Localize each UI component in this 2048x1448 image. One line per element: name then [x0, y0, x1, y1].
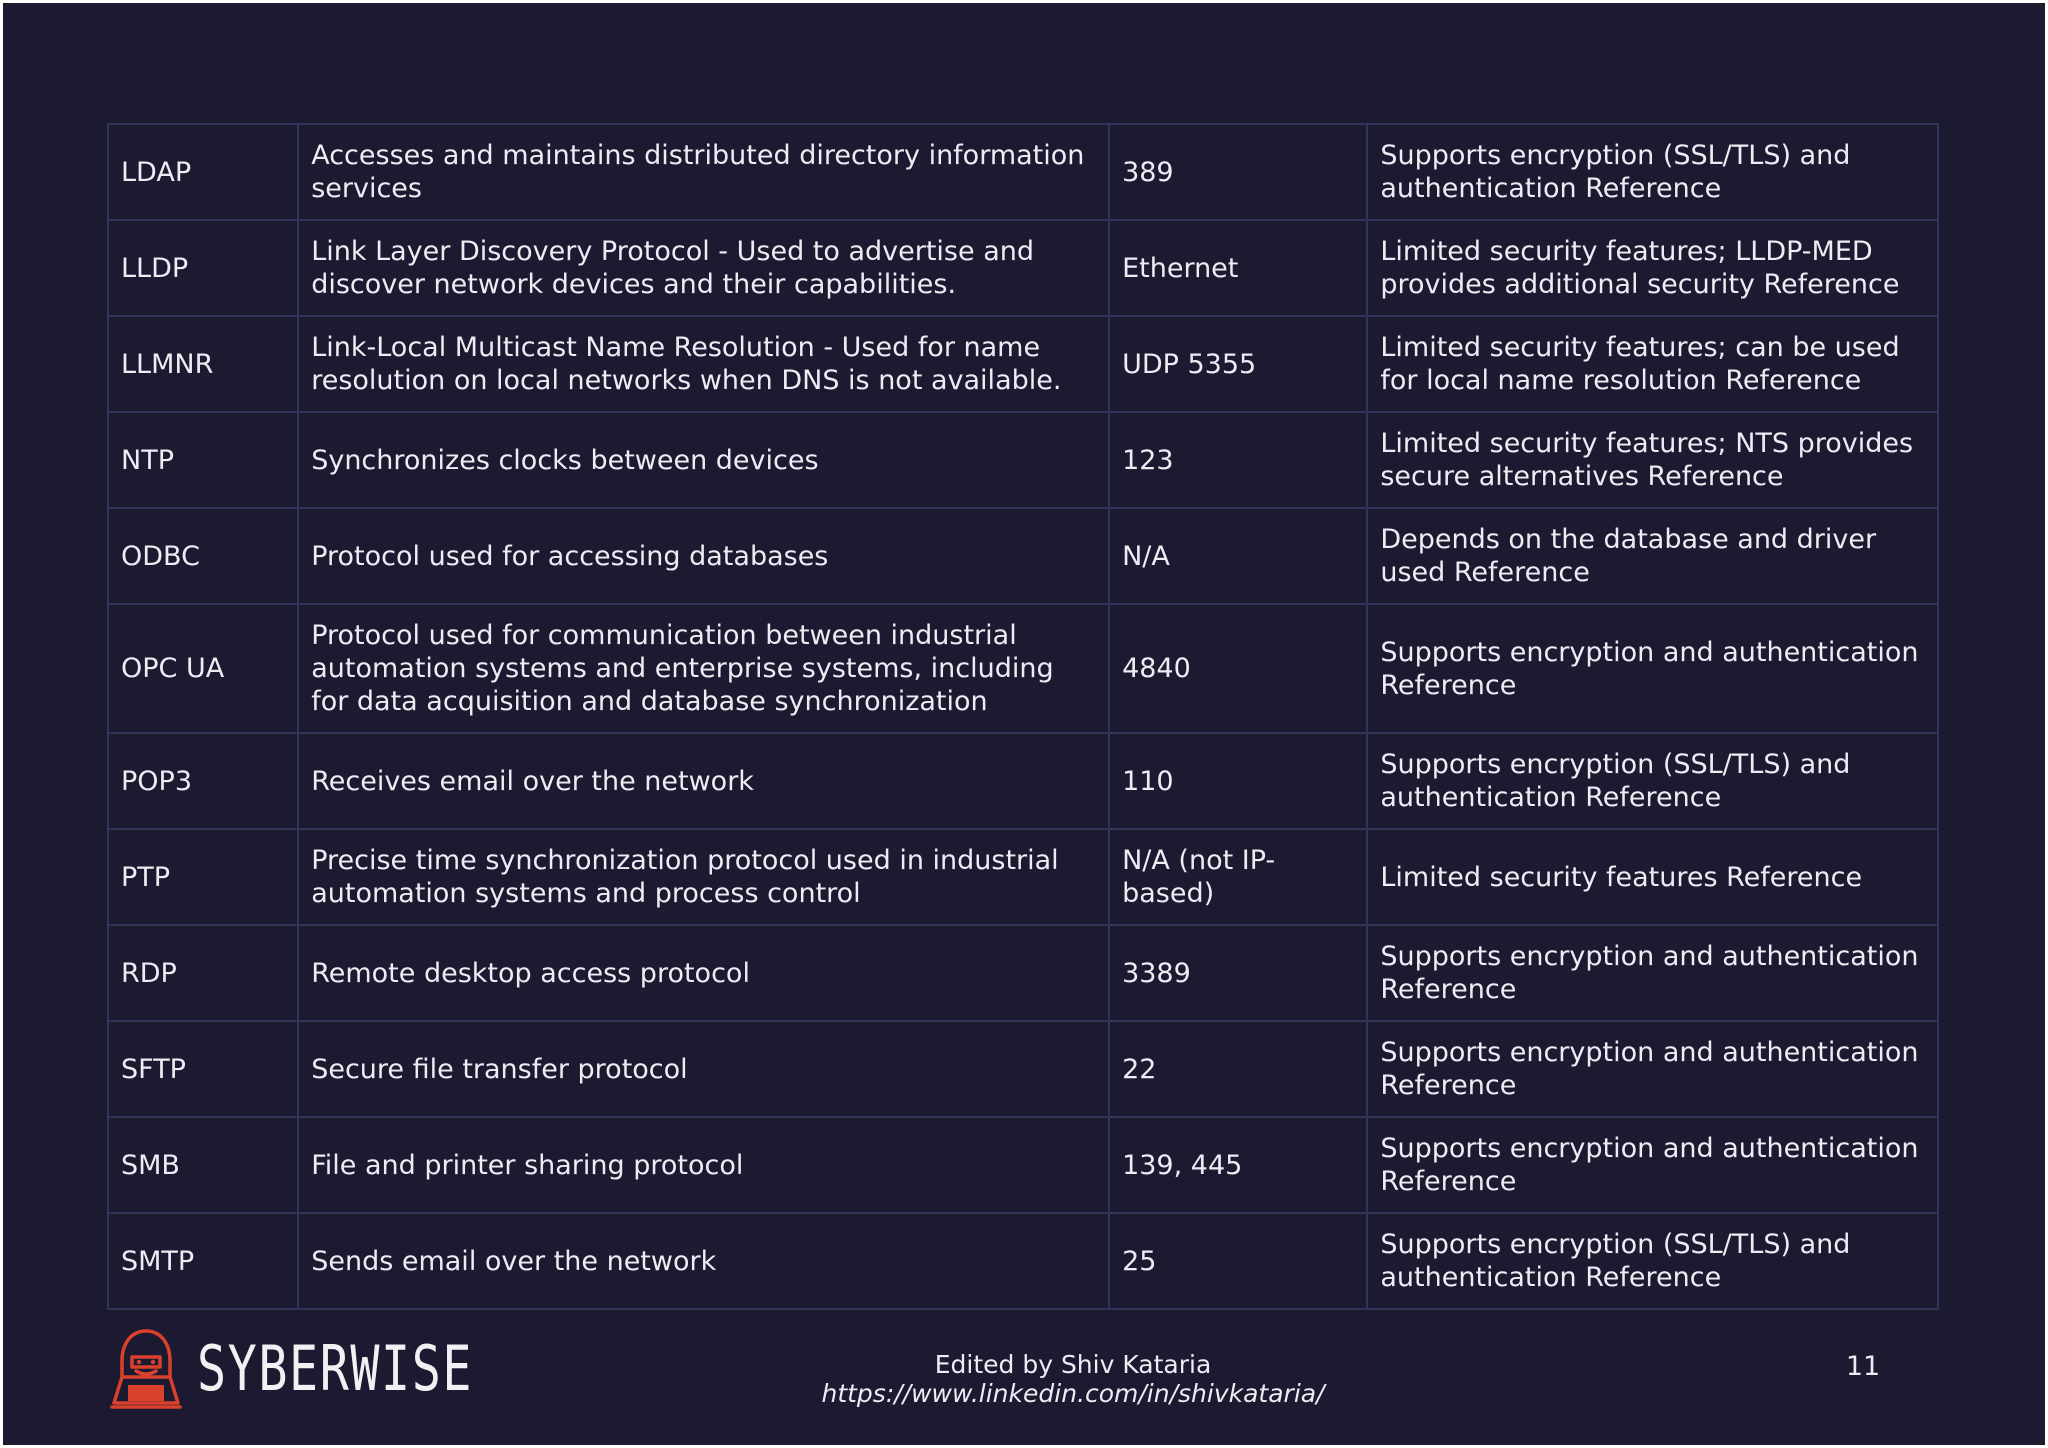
protocol-description-cell: Link Layer Discovery Protocol - Used to advertise and discover network devices and their capabilities.	[298, 220, 1109, 316]
protocol-security-cell: Supports encryption (SSL/TLS) and authentication Reference	[1367, 733, 1938, 829]
protocol-port-cell: 22	[1109, 1021, 1367, 1117]
protocol-description-cell: Protocol used for communication between industrial automation systems and enterprise systems, including for data acquisition and database synchronization	[298, 604, 1109, 733]
table-row	[108, 412, 1938, 508]
protocol-port-cell: 123	[1109, 412, 1367, 508]
protocol-security-cell: Supports encryption and authentication Reference	[1367, 1021, 1938, 1117]
protocol-description-cell: Link-Local Multicast Name Resolution - Used for name resolution on local networks when DNS is not available.	[298, 316, 1109, 412]
protocol-name-cell: LLDP	[108, 220, 298, 316]
protocol-port-cell: 3389	[1109, 925, 1367, 1021]
protocol-name-cell: SMTP	[108, 1213, 298, 1309]
protocol-security-cell: Supports encryption and authentication Reference	[1367, 925, 1938, 1021]
protocol-description-cell: Accesses and maintains distributed directory information services	[298, 124, 1109, 220]
protocol-port-cell: 25	[1109, 1213, 1367, 1309]
protocol-name-cell: LDAP	[108, 124, 298, 220]
protocol-name-cell: RDP	[108, 925, 298, 1021]
protocol-port-cell: UDP 5355	[1109, 316, 1367, 412]
protocol-description-cell: Synchronizes clocks between devices	[298, 412, 1109, 508]
table-row	[108, 124, 1938, 220]
protocol-name-cell: PTP	[108, 829, 298, 925]
table-row	[108, 829, 1938, 925]
protocol-name-cell: OPC UA	[108, 604, 298, 733]
protocol-port-cell: N/A	[1109, 508, 1367, 604]
hooded-hacker-laptop-icon	[110, 1327, 182, 1411]
table-row	[108, 220, 1938, 316]
protocol-description-cell: Remote desktop access protocol	[298, 925, 1109, 1021]
table-row	[108, 1117, 1938, 1213]
protocol-port-cell: 139, 445	[1109, 1117, 1367, 1213]
protocol-name-cell: NTP	[108, 412, 298, 508]
protocol-description-cell: Precise time synchronization protocol used in industrial automation systems and process control	[298, 829, 1109, 925]
brand-wordmark: SYBERWISE	[197, 1332, 474, 1405]
protocol-security-cell: Limited security features; can be used for local name resolution Reference	[1367, 316, 1938, 412]
protocol-name-cell: ODBC	[108, 508, 298, 604]
protocol-name-cell: LLMNR	[108, 316, 298, 412]
protocol-security-cell: Depends on the database and driver used Reference	[1367, 508, 1938, 604]
protocol-port-cell: 389	[1109, 124, 1367, 220]
table-row	[108, 316, 1938, 412]
protocol-description-cell: Protocol used for accessing databases	[298, 508, 1109, 604]
protocol-port-cell: Ethernet	[1109, 220, 1367, 316]
protocol-security-cell: Supports encryption (SSL/TLS) and authentication Reference	[1367, 124, 1938, 220]
table-row	[108, 925, 1938, 1021]
table-row	[108, 1021, 1938, 1117]
protocol-description-cell: Receives email over the network	[298, 733, 1109, 829]
table-row	[108, 604, 1938, 733]
protocol-name-cell: POP3	[108, 733, 298, 829]
protocol-description-cell: File and printer sharing protocol	[298, 1117, 1109, 1213]
protocol-security-cell: Supports encryption (SSL/TLS) and authentication Reference	[1367, 1213, 1938, 1309]
protocol-table	[107, 123, 1939, 1310]
protocol-port-cell: 110	[1109, 733, 1367, 829]
protocol-description-cell: Sends email over the network	[298, 1213, 1109, 1309]
table-row	[108, 1213, 1938, 1309]
page	[3, 3, 2045, 1445]
page-number: 11	[1845, 1351, 1881, 1382]
linkedin-url[interactable]: https://www.linkedin.com/in/shivkataria/	[821, 1379, 1325, 1408]
protocol-security-cell: Limited security features; LLDP-MED provides additional security Reference	[1367, 220, 1938, 316]
protocol-security-cell: Supports encryption and authentication Reference	[1367, 1117, 1938, 1213]
table-row	[108, 508, 1938, 604]
protocol-security-cell: Limited security features Reference	[1367, 829, 1938, 925]
protocol-description-cell: Secure file transfer protocol	[298, 1021, 1109, 1117]
protocol-security-cell: Limited security features; NTS provides secure alternatives Reference	[1367, 412, 1938, 508]
protocol-name-cell: SMB	[108, 1117, 298, 1213]
editor-credit: Edited by Shiv Kataria	[934, 1350, 1212, 1379]
protocol-port-cell: N/A (not IP-based)	[1109, 829, 1367, 925]
table-row	[108, 733, 1938, 829]
protocol-port-cell: 4840	[1109, 604, 1367, 733]
protocol-security-cell: Supports encryption and authentication Reference	[1367, 604, 1938, 733]
protocol-name-cell: SFTP	[108, 1021, 298, 1117]
